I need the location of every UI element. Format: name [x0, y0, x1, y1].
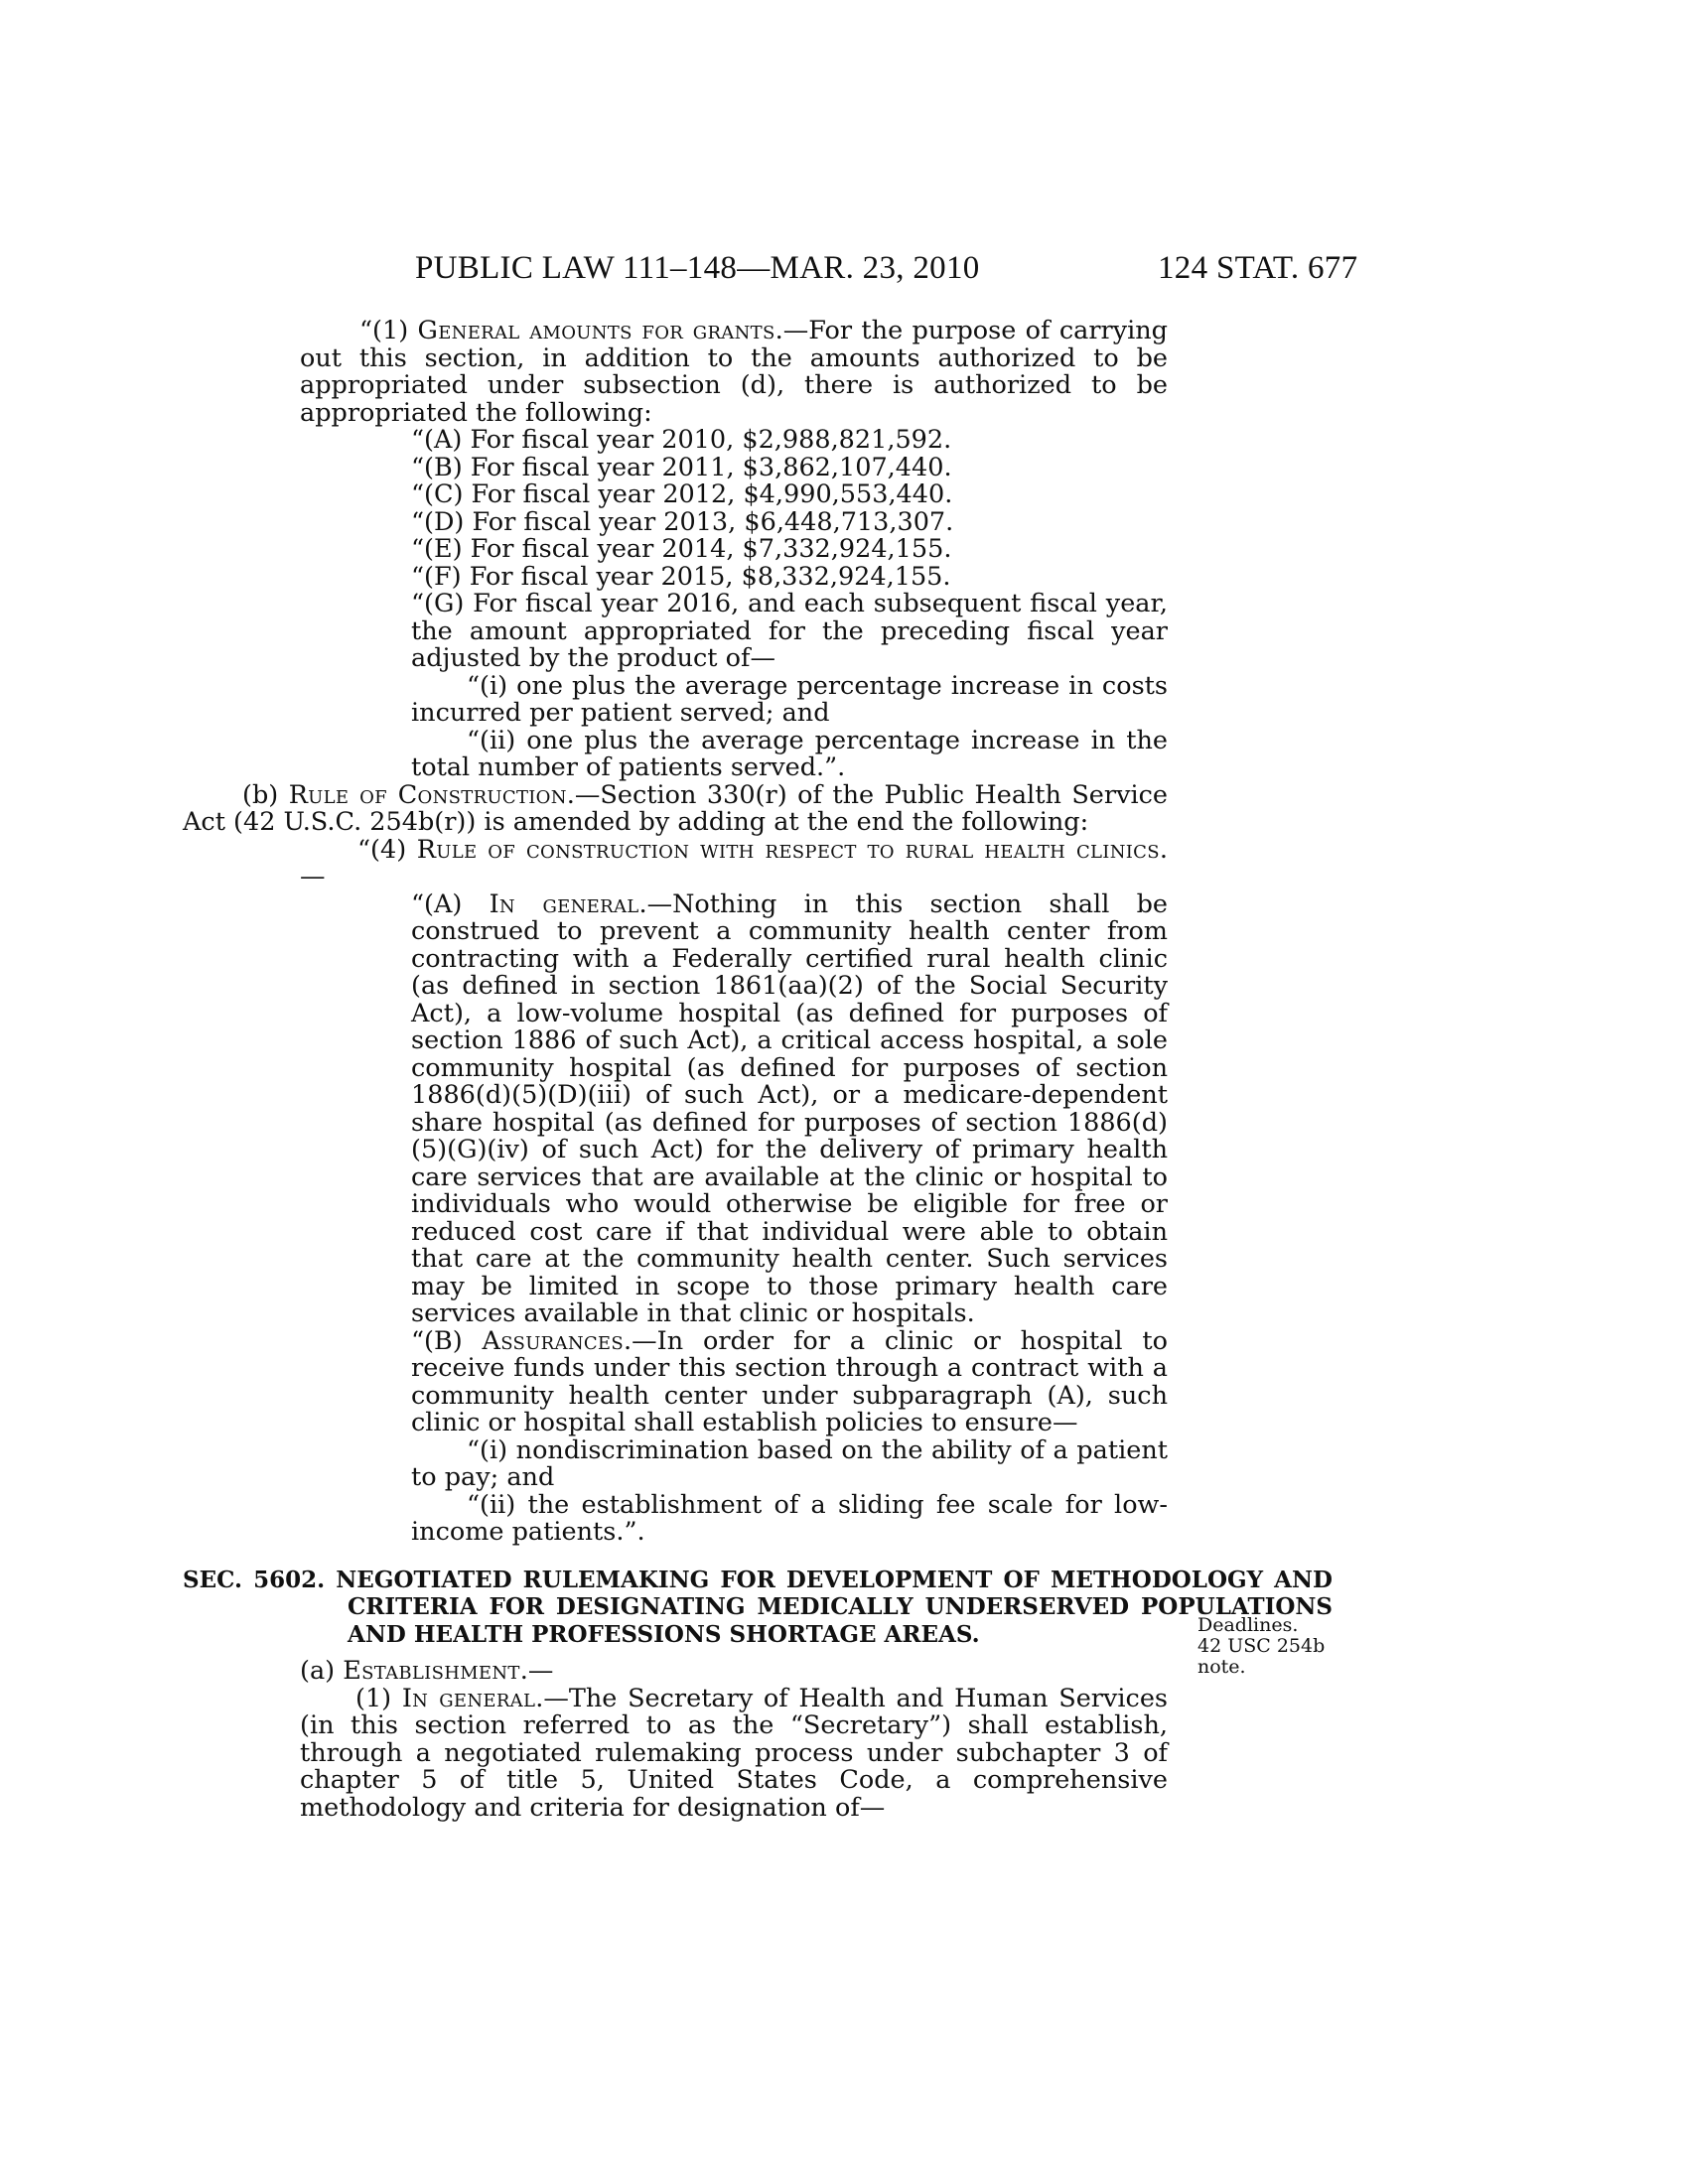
paragraph-4a: “(A) In general.—Nothing in this section shall be construed to prevent a community health center from contracting with a Federally certified rural health clinic (as defined in section 1861(aa)(2) of the Social Security Act), a low-volume hospital (as defined for purposes of section 1886 of such Act), a critical access hospital, a sole community hospital (as defined for purposes of section 1886(d)(5)(D)(iii) of such Act), or a medicare-dependent share hospital (as defined for purposes of section 1886(d)(5)(G)(iv) of such Act) for the delivery of primary health care services that are available at the clinic or hospital to individuals who would otherwise be eligible for free or reduced cost care if that individual were able to obtain that care at the community health center. Such services may be limited in scope to those primary health care services available in that clinic or hospitals. — [411, 888, 1168, 1328]
paragraph-general-amounts: “(1) General amounts for grants.—For the purpose of carrying out this section, in addition to the amounts authorized to be appropriated under subsection (d), there is authorized to be appropriated the following: — [300, 316, 1169, 428]
margin-note-usc: 42 USC 254b — [1197, 1635, 1326, 1657]
paragraph-4b: “(B) Assurances.—In order for a clinic or hospital to receive funds under this section through a contract with a community health center under subparagraph (A), such clinic or hospital shall establish policies to ensure— — [411, 1325, 1168, 1437]
margin-note-note: note. — [1197, 1656, 1246, 1678]
fiscal-year-item: “(A) For fiscal year 2010, $2,988,821,592. — [411, 425, 952, 455]
section-heading: SEC. 5602. NEGOTIATED RULEMAKING FOR DEVELOPMENT OF METHODOLOGY AND CRITERIA FOR DESIGNATING MEDICALLY UNDERSERVED POPULATIONS AND HEALTH PROFESSIONS SHORTAGE AREAS. — [183, 1566, 1333, 1648]
paragraph-establishment: (a) Establishment.— — [300, 1656, 554, 1686]
paragraph-g: “(G) For fiscal year 2016, and each subsequent fiscal year, the amount appropriated for the preceding fiscal year adjusted by the product of— — [411, 589, 1168, 673]
paragraph-4b-ii: “(ii) the establishment of a sliding fee scale for low-income patients.”. — [411, 1489, 1168, 1547]
margin-note-deadlines: Deadlines. — [1197, 1614, 1299, 1636]
running-header-title: PUBLIC LAW 111–148—MAR. 23, 2010 — [415, 250, 980, 286]
paragraph-g-ii: “(ii) one plus the average percentage increase in the total number of patients served.”. — [411, 725, 1168, 782]
heading-assurances: Assurances — [482, 1325, 625, 1356]
running-header-stat-page: 124 STAT. 677 — [1158, 250, 1358, 286]
fiscal-year-item: “(C) For fiscal year 2012, $4,990,553,440. — [411, 479, 953, 509]
heading-establishment: Establishment — [343, 1656, 520, 1686]
heading-in-general-a1: In general — [401, 1683, 536, 1713]
heading-rural-health-clinics: Rule of construction with respect to rural health clinics — [416, 834, 1160, 865]
fiscal-year-item: “(D) For fiscal year 2013, $6,448,713,307. — [411, 506, 954, 537]
fiscal-year-item: “(F) For fiscal year 2015, $8,332,924,155. — [411, 561, 951, 592]
heading-rule-of-construction: Rule of Construction — [288, 779, 567, 810]
paragraph-rule-of-construction: (b) Rule of Construction.—Section 330(r) of the Public Health Service Act (42 U.S.C. 254b(r)) is amended by adding at the end the following: — [183, 779, 1169, 837]
fiscal-year-item: “(E) For fiscal year 2014, $7,332,924,155. — [411, 534, 952, 564]
heading-in-general: In general — [489, 888, 639, 919]
paragraph-a1: (1) In general.—The Secretary of Health and Human Services (in this section referred to as the “Secretary”) shall establish, through a negotiated rulemaking process under subchapter 3 of chapter 5 of title 5, United States Code, a comprehensive methodology and criteria for designation of— — [300, 1683, 1169, 1823]
margin-note — [1197, 1615, 1346, 1678]
paragraph-g-i: “(i) one plus the average percentage increase in costs incurred per patient served; and — [411, 670, 1168, 728]
fiscal-year-item: “(B) For fiscal year 2011, $3,862,107,440. — [411, 452, 952, 482]
paragraph-4: “(4) Rule of construction with respect to rural health clinics.— — [300, 834, 1168, 891]
fiscal-year-list — [300, 427, 1168, 591]
paragraph-4b-i: “(i) nondiscrimination based on the ability of a patient to pay; and — [411, 1434, 1168, 1492]
heading-general-amounts: General amounts for grants — [417, 316, 775, 345]
